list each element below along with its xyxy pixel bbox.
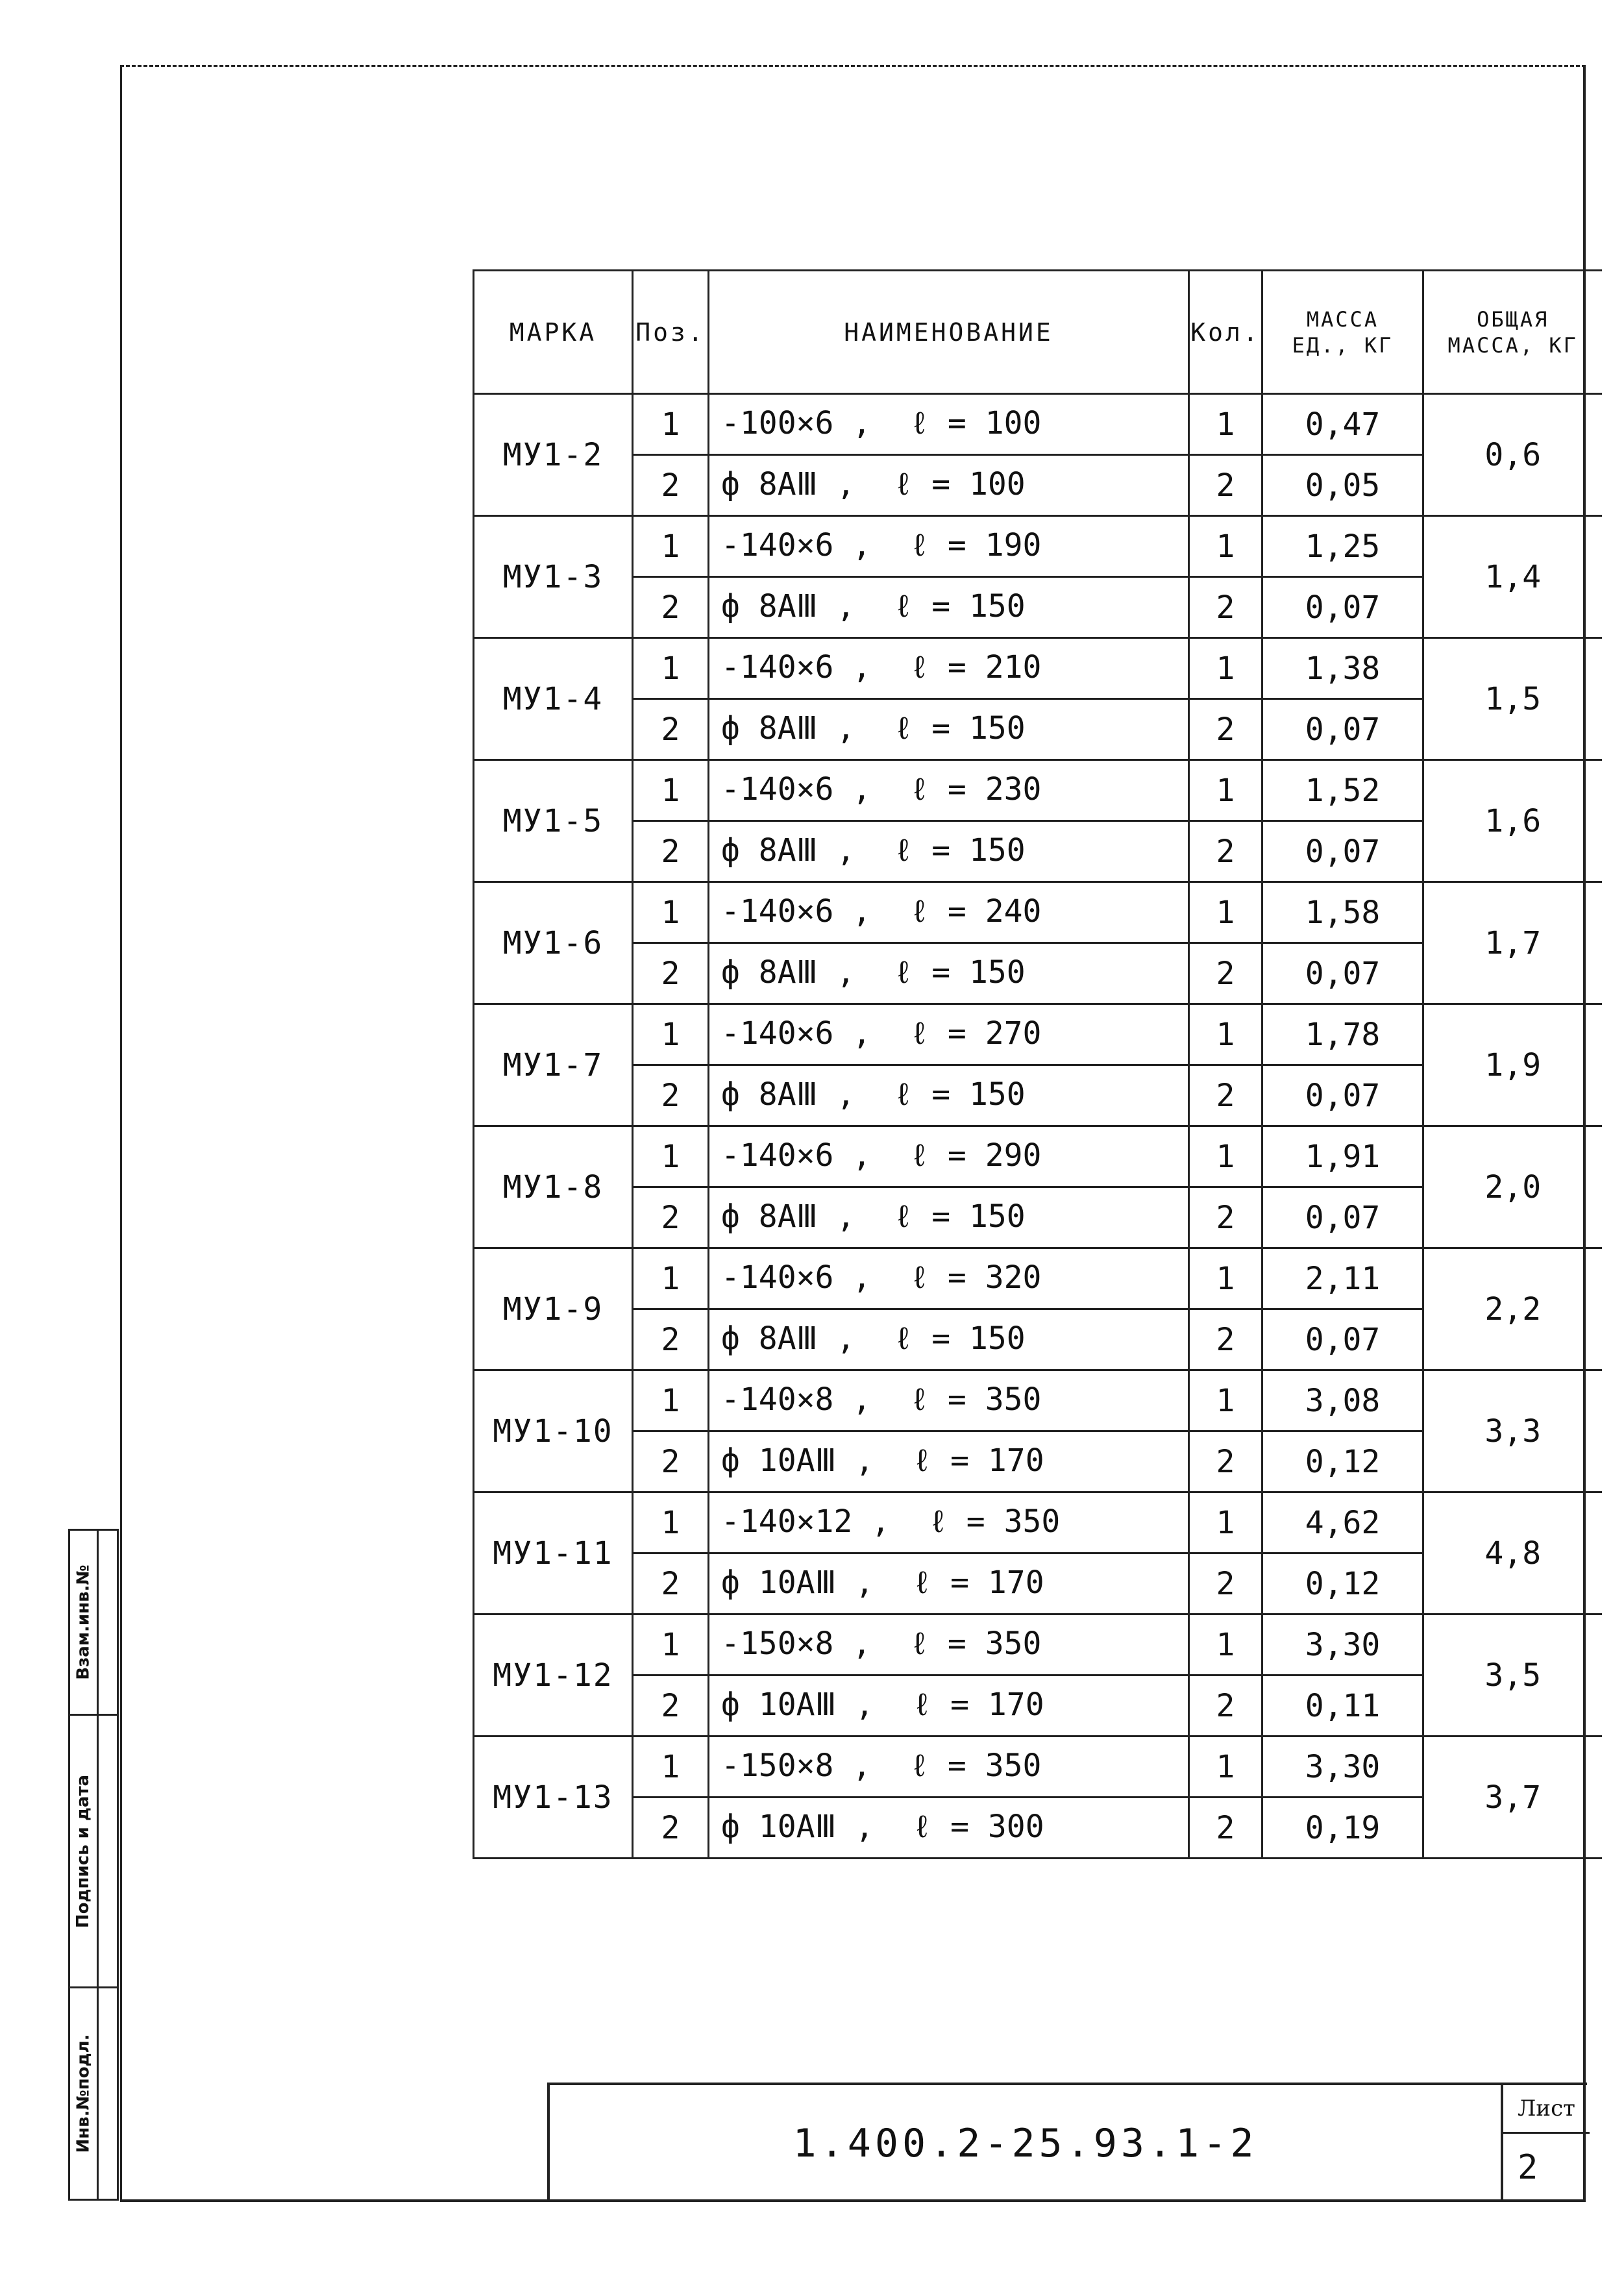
table-row	[474, 882, 1602, 943]
length-text: ℓ = 320	[910, 1259, 1042, 1296]
quantity-cell: 2	[1189, 1065, 1262, 1126]
unit-mass-cell: 1,25	[1262, 516, 1423, 577]
title-block	[547, 2083, 1587, 2202]
position-cell: 1	[633, 1492, 709, 1553]
length-text: ℓ = 290	[910, 1137, 1042, 1174]
stamp-label-replacement-inv: Взам.инв.№	[73, 1564, 93, 1680]
mark-cell: МУ1-13	[474, 1737, 633, 1859]
name-cell	[709, 638, 1189, 699]
section-text: ф 8АⅢ ,	[721, 954, 855, 991]
unit-mass-cell: 0,19	[1262, 1798, 1423, 1859]
table-row	[474, 394, 1602, 455]
specification-body	[474, 394, 1602, 1859]
total-mass-cell: 3,5	[1423, 1614, 1602, 1737]
section-text: ф 8АⅢ ,	[721, 710, 855, 747]
section-text: ф 8АⅢ ,	[721, 466, 855, 502]
length-text: ℓ = 150	[894, 710, 1026, 747]
unit-mass-cell: 3,08	[1262, 1370, 1423, 1431]
quantity-cell: 1	[1189, 516, 1262, 577]
quantity-cell: 1	[1189, 394, 1262, 455]
length-text: ℓ = 100	[894, 466, 1026, 502]
name-cell	[709, 394, 1189, 455]
length-text: ℓ = 170	[913, 1564, 1044, 1601]
section-text: ф 8АⅢ ,	[721, 1076, 855, 1113]
name-cell	[709, 577, 1189, 638]
quantity-cell: 2	[1189, 1798, 1262, 1859]
mark-cell: МУ1-5	[474, 760, 633, 882]
quantity-cell: 1	[1189, 882, 1262, 943]
section-text: ф 10АⅢ ,	[721, 1564, 874, 1601]
unit-mass-cell: 0,12	[1262, 1553, 1423, 1614]
length-text: ℓ = 350	[910, 1381, 1042, 1418]
position-cell: 1	[633, 394, 709, 455]
quantity-cell: 2	[1189, 699, 1262, 760]
section-text: -140×12 ,	[721, 1503, 891, 1540]
position-cell: 2	[633, 1309, 709, 1370]
header-total-mass-line1: ОБЩАЯ	[1477, 306, 1549, 332]
length-text: ℓ = 150	[894, 832, 1026, 869]
table-row	[474, 760, 1602, 821]
unit-mass-cell: 1,91	[1262, 1126, 1423, 1187]
section-text: -150×8 ,	[721, 1626, 872, 1662]
total-mass-cell: 1,4	[1423, 516, 1602, 638]
mark-cell: МУ1-4	[474, 638, 633, 760]
side-stamp	[68, 1529, 119, 2201]
section-text: -140×6 ,	[721, 1259, 872, 1296]
section-text: ф 10АⅢ ,	[721, 1442, 874, 1479]
section-text: -140×8 ,	[721, 1381, 872, 1418]
unit-mass-cell: 0,11	[1262, 1675, 1423, 1737]
name-cell	[709, 1004, 1189, 1065]
mark-cell: МУ1-6	[474, 882, 633, 1004]
header-unit-mass-line2: ЕД., КГ	[1292, 332, 1394, 358]
position-cell: 2	[633, 1187, 709, 1248]
table-row	[474, 1614, 1602, 1675]
name-cell	[709, 1492, 1189, 1553]
header-mark: МАРКА	[474, 271, 633, 394]
table-row	[474, 1248, 1602, 1309]
position-cell: 2	[633, 577, 709, 638]
total-mass-cell: 1,6	[1423, 760, 1602, 882]
quantity-cell: 1	[1189, 1737, 1262, 1798]
length-text: ℓ = 210	[910, 649, 1042, 686]
length-text: ℓ = 350	[910, 1626, 1042, 1662]
unit-mass-cell: 4,62	[1262, 1492, 1423, 1553]
mark-cell: МУ1-12	[474, 1614, 633, 1737]
position-cell: 1	[633, 516, 709, 577]
position-cell: 1	[633, 1004, 709, 1065]
table-row	[474, 1370, 1602, 1431]
unit-mass-cell: 0,07	[1262, 699, 1423, 760]
quantity-cell: 2	[1189, 821, 1262, 882]
position-cell: 2	[633, 1553, 709, 1614]
total-mass-cell: 1,7	[1423, 882, 1602, 1004]
stamp-cell-replacement-inv	[70, 1531, 117, 1716]
section-text: ф 10АⅢ ,	[721, 1809, 874, 1845]
quantity-cell: 2	[1189, 1553, 1262, 1614]
length-text: ℓ = 350	[910, 1748, 1042, 1784]
table-row	[474, 1126, 1602, 1187]
position-cell: 2	[633, 455, 709, 516]
length-text: ℓ = 190	[910, 527, 1042, 563]
quantity-cell: 2	[1189, 455, 1262, 516]
unit-mass-cell: 1,52	[1262, 760, 1423, 821]
name-cell	[709, 1675, 1189, 1737]
mark-cell: МУ1-8	[474, 1126, 633, 1248]
header-pos: Поз.	[633, 271, 709, 394]
total-mass-cell: 2,2	[1423, 1248, 1602, 1370]
position-cell: 2	[633, 943, 709, 1004]
name-cell	[709, 1187, 1189, 1248]
length-text: ℓ = 150	[894, 954, 1026, 991]
length-text: ℓ = 270	[910, 1015, 1042, 1052]
quantity-cell: 1	[1189, 1248, 1262, 1309]
unit-mass-cell: 1,58	[1262, 882, 1423, 943]
section-text: -140×6 ,	[721, 771, 872, 808]
specification-table	[473, 269, 1602, 1859]
header-unit-mass	[1262, 271, 1423, 394]
quantity-cell: 1	[1189, 1004, 1262, 1065]
header-total-mass	[1423, 271, 1602, 394]
sheet-box	[1501, 2085, 1590, 2202]
stamp-label-signature-date: Подпись и дата	[73, 1774, 93, 1928]
name-cell	[709, 1737, 1189, 1798]
section-text: ф 8АⅢ ,	[721, 588, 855, 624]
length-text: ℓ = 100	[910, 405, 1042, 441]
section-text: ф 8АⅢ ,	[721, 1198, 855, 1235]
section-text: -140×6 ,	[721, 527, 872, 563]
section-text: -100×6 ,	[721, 405, 872, 441]
sheet-number: 2	[1518, 2148, 1538, 2187]
header-row	[474, 271, 1602, 394]
position-cell: 2	[633, 1675, 709, 1737]
name-cell	[709, 1065, 1189, 1126]
document-code: 1.400.2-25.93.1-2	[793, 2121, 1258, 2166]
total-mass-cell: 1,9	[1423, 1004, 1602, 1126]
unit-mass-cell: 3,30	[1262, 1614, 1423, 1675]
table-row	[474, 1737, 1602, 1798]
position-cell: 1	[633, 1126, 709, 1187]
unit-mass-cell: 0,47	[1262, 394, 1423, 455]
section-text: -150×8 ,	[721, 1748, 872, 1784]
unit-mass-cell: 0,07	[1262, 1309, 1423, 1370]
quantity-cell: 2	[1189, 1675, 1262, 1737]
length-text: ℓ = 150	[894, 1076, 1026, 1113]
position-cell: 1	[633, 1614, 709, 1675]
section-text: -140×6 ,	[721, 1137, 872, 1174]
unit-mass-cell: 0,07	[1262, 943, 1423, 1004]
unit-mass-cell: 2,11	[1262, 1248, 1423, 1309]
stamp-cell-signature-date	[70, 1716, 117, 1988]
table-row	[474, 1004, 1602, 1065]
unit-mass-cell: 0,05	[1262, 455, 1423, 516]
table-row	[474, 516, 1602, 577]
quantity-cell: 2	[1189, 1187, 1262, 1248]
name-cell	[709, 1126, 1189, 1187]
name-cell	[709, 821, 1189, 882]
section-text: -140×6 ,	[721, 1015, 872, 1052]
position-cell: 1	[633, 1248, 709, 1309]
total-mass-cell: 1,5	[1423, 638, 1602, 760]
quantity-cell: 2	[1189, 943, 1262, 1004]
quantity-cell: 2	[1189, 1309, 1262, 1370]
name-cell	[709, 1309, 1189, 1370]
name-cell	[709, 699, 1189, 760]
section-text: ф 8АⅢ ,	[721, 1320, 855, 1357]
stamp-label-inv-original: Инв.№подл.	[73, 2034, 93, 2153]
unit-mass-cell: 0,07	[1262, 821, 1423, 882]
quantity-cell: 2	[1189, 577, 1262, 638]
total-mass-cell: 0,6	[1423, 394, 1602, 516]
quantity-cell: 1	[1189, 1126, 1262, 1187]
length-text: ℓ = 170	[913, 1442, 1044, 1479]
name-cell	[709, 1614, 1189, 1675]
unit-mass-cell: 1,78	[1262, 1004, 1423, 1065]
total-mass-cell: 3,3	[1423, 1370, 1602, 1492]
position-cell: 2	[633, 1798, 709, 1859]
position-cell: 2	[633, 699, 709, 760]
total-mass-cell: 2,0	[1423, 1126, 1602, 1248]
position-cell: 2	[633, 1431, 709, 1492]
header-qty: Кол.	[1189, 271, 1262, 394]
unit-mass-cell: 0,07	[1262, 577, 1423, 638]
unit-mass-cell: 0,12	[1262, 1431, 1423, 1492]
name-cell	[709, 1431, 1189, 1492]
mark-cell: МУ1-10	[474, 1370, 633, 1492]
length-text: ℓ = 230	[910, 771, 1042, 808]
position-cell: 1	[633, 1737, 709, 1798]
position-cell: 1	[633, 882, 709, 943]
mark-cell: МУ1-11	[474, 1492, 633, 1614]
quantity-cell: 1	[1189, 1614, 1262, 1675]
name-cell	[709, 455, 1189, 516]
table-row	[474, 638, 1602, 699]
unit-mass-cell: 1,38	[1262, 638, 1423, 699]
sheet-label: Лист	[1503, 2085, 1590, 2134]
table-row	[474, 1492, 1602, 1553]
name-cell	[709, 1248, 1189, 1309]
length-text: ℓ = 300	[913, 1809, 1044, 1845]
unit-mass-cell: 3,30	[1262, 1737, 1423, 1798]
mark-cell: МУ1-3	[474, 516, 633, 638]
position-cell: 2	[633, 1065, 709, 1126]
name-cell	[709, 882, 1189, 943]
length-text: ℓ = 170	[913, 1687, 1044, 1723]
position-cell: 1	[633, 638, 709, 699]
position-cell: 1	[633, 1370, 709, 1431]
name-cell	[709, 516, 1189, 577]
length-text: ℓ = 240	[910, 893, 1042, 930]
header-unit-mass-line1: МАССА	[1306, 306, 1379, 332]
unit-mass-cell: 0,07	[1262, 1187, 1423, 1248]
quantity-cell: 1	[1189, 760, 1262, 821]
name-cell	[709, 1370, 1189, 1431]
name-cell	[709, 1798, 1189, 1859]
stamp-cell-inv-original	[70, 1988, 117, 2199]
header-name: НАИМЕНОВАНИЕ	[709, 271, 1189, 394]
length-text: ℓ = 150	[894, 1320, 1026, 1357]
name-cell	[709, 943, 1189, 1004]
mark-cell: МУ1-9	[474, 1248, 633, 1370]
header-total-mass-line2: МАССА, КГ	[1447, 332, 1578, 358]
unit-mass-cell: 0,07	[1262, 1065, 1423, 1126]
length-text: ℓ = 150	[894, 1198, 1026, 1235]
section-text: -140×6 ,	[721, 649, 872, 686]
position-cell: 1	[633, 760, 709, 821]
section-text: ф 8АⅢ ,	[721, 832, 855, 869]
quantity-cell: 1	[1189, 638, 1262, 699]
length-text: ℓ = 150	[894, 588, 1026, 624]
section-text: ф 10АⅢ ,	[721, 1687, 874, 1723]
mark-cell: МУ1-2	[474, 394, 633, 516]
total-mass-cell: 4,8	[1423, 1492, 1602, 1614]
quantity-cell: 2	[1189, 1431, 1262, 1492]
mark-cell: МУ1-7	[474, 1004, 633, 1126]
section-text: -140×6 ,	[721, 893, 872, 930]
position-cell: 2	[633, 821, 709, 882]
length-text: ℓ = 350	[929, 1503, 1061, 1540]
quantity-cell: 1	[1189, 1370, 1262, 1431]
total-mass-cell: 3,7	[1423, 1737, 1602, 1859]
name-cell	[709, 1553, 1189, 1614]
name-cell	[709, 760, 1189, 821]
quantity-cell: 1	[1189, 1492, 1262, 1553]
